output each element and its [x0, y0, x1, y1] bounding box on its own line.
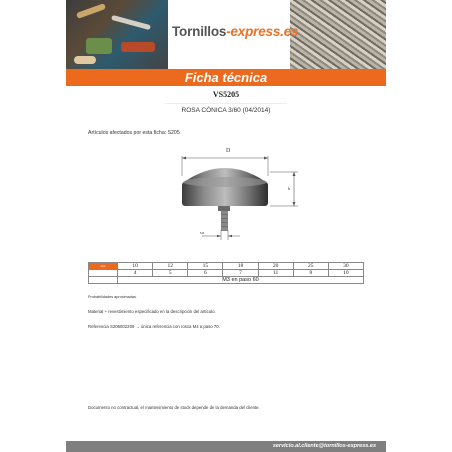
- table-header-cell: mm: [89, 263, 118, 270]
- table-cell: 8: [293, 270, 328, 277]
- table-row: [89, 277, 364, 284]
- dim-thread-label: M3: [200, 231, 205, 235]
- note-approx: Probabilidades aproximadas.: [88, 295, 137, 299]
- table-cell: 20: [258, 263, 293, 270]
- specs-table: [88, 262, 364, 284]
- product-subtitle: ROSA CÓNICA 3/60 (04/2014): [181, 107, 271, 114]
- table-cell: 30: [328, 263, 363, 270]
- table-cell: 25: [293, 263, 328, 270]
- table-cell: 10: [118, 263, 153, 270]
- dim-h-label: h: [288, 186, 290, 191]
- note-disclaimer: Documento no contractual, el mantenimiento de stock depende de la demanda del cliente.: [88, 405, 260, 410]
- note-material: Material + revestimiento especificado en la descripción del artículo.: [88, 309, 216, 314]
- logo-main: Tornillos: [172, 24, 227, 39]
- table-cell: 18: [223, 263, 258, 270]
- logo[interactable]: [172, 24, 298, 39]
- header-photo-screws: [290, 0, 386, 69]
- footer: [66, 441, 386, 452]
- technical-drawing: [150, 142, 310, 247]
- table-row: [89, 263, 364, 270]
- footer-email-link[interactable]: servicio.al.cliente@tornillos-express.es: [272, 443, 376, 449]
- table-cell: 10: [328, 270, 363, 277]
- banner-title: Ficha técnica: [66, 69, 386, 86]
- table-cell: 7: [223, 270, 258, 277]
- table-cell: 5: [153, 270, 188, 277]
- note-reference: Referencia S205002209 → única referencia con rosca M4 a paso 70.: [88, 324, 220, 329]
- table-cell-empty: [89, 270, 118, 277]
- logo-suffix: -express.es: [226, 24, 299, 39]
- affected-articles: Artículos afectados por esta ficha: S205: [88, 130, 180, 136]
- dim-d-label: D: [226, 148, 231, 154]
- product-code: VS5205: [212, 90, 240, 99]
- table-cell-empty: [89, 277, 118, 284]
- table-cell: 15: [188, 263, 223, 270]
- table-cell: 4: [118, 270, 153, 277]
- table-cell: 12: [153, 263, 188, 270]
- table-merged-cell: M3 en paso 60: [118, 277, 364, 284]
- table-cell: 6: [188, 270, 223, 277]
- header-photo-tools: [66, 0, 168, 69]
- header: [66, 0, 386, 69]
- table-row: [89, 270, 364, 277]
- divider: [165, 103, 287, 104]
- table-cell: 11: [258, 270, 293, 277]
